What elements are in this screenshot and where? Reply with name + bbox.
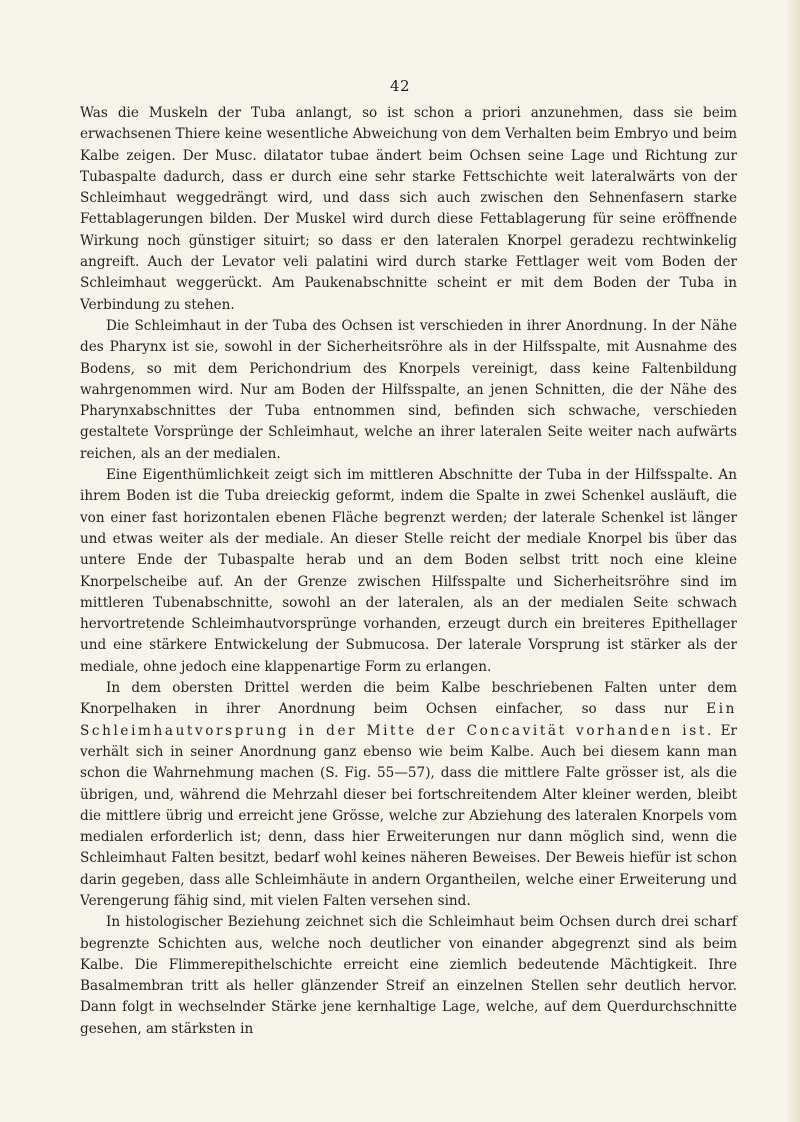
page-number: 42 [389,77,411,95]
paragraph-muscles: Was die Muskeln der Tuba anlangt, so ist schon a priori anzunehmen, dass sie beim erwachsenen Thiere keine wesentliche Abweichung von dem Verhalten beim Embryo und beim Kalbe zeigen. Der Musc. dilatator tubae ändert beim Ochsen seine Lage und Richtung zur Tubaspalte dadurch, dass er durch eine sehr starke Fettschichte weit lateralwärts von der Schleimhaut weggedrängt wird, und dass sich auch zwischen den Sehnenfasern starke Fettablagerungen bilden. Der Muskel wird durch diese Fettablagerung für seine eröffnende Wirkung noch günstiger situirt; so dass er den lateralen Knorpel geradezu rechtwinkelig angreift. Auch der Levator veli palatini wird durch starke Fettlager weit vom Boden der Schleimhaut weggerückt. Am Paukenabschnitte scheint er mit dem Boden der Tuba in Verbindung zu stehen. [80,105,737,313]
paragraph-upper-third-end: Er verhält sich in seiner Anordnung ganz ebenso wie beim Kalbe. Auch bei diesem kann man schon die Wahrnehmung machen (S. Fig. 55—57), dass die mittlere Falte grösser ist, als die übrigen, und, während die Mehrzahl dieser bei fortschreitendem Alter kleiner werden, bleibt die mittlere übrig und erreicht jene Grösse, welche zur Abziehung des lateralen Knorpels vom medialen erforderlich ist; denn, dass hier Erweiterungen nur dann möglich sind, wenn die Schleimhaut Falten besitzt, bedarf wohl keines näheren Beweises. Der Beweis hiefür ist schon darin gegeben, dass alle Schleimhäute in andern Organtheilen, welche einer Erweiterung und Verengerung fähig sind, mit vielen Falten versehen sind. [80,722,737,909]
paragraph-histology: In histologischer Beziehung zeichnet sich die Schleimhaut beim Ochsen durch drei scharf begrenzte Schichten aus, welche noch deutlicher von einander abgegrenzt sind als beim Kalbe. Die Flimmerepithelschichte erreicht eine ziemlich bedeutende Mächtigkeit. Ihre Basalmembran tritt als heller glänzender Streif an einzelnen Stellen sehr deutlich hervor. Dann folgt in wechselnder Stärke jene kernhaltige Lage, welche, auf dem Querdurchschnitte gesehen, am stärksten in [80,914,737,1037]
paragraph-upper-third-start: In dem obersten Drittel werden die beim Kalbe beschriebenen Falten unter dem Knorpelhaken in ihrer Anordnung beim Ochsen einfacher, so dass nur [80,680,737,718]
paragraph-upper-third [80,678,737,912]
emphasized-statement: Ein Schleimhautvorsprung in der Mitte der Concavität vorhanden ist. [80,701,737,739]
page-edge-shadow [786,0,800,1122]
body-text [80,103,737,1040]
paragraph-mucosa-arrangement: Die Schleimhaut in der Tuba des Ochsen ist verschieden in ihrer Anordnung. In der Nähe des Pharynx ist sie, sowohl in der Sicherheitsröhre als in der Hilfsspalte, mit Ausnahme des Bodens, so mit dem Perichondrium des Knorpels vereinigt, dass keine Faltenbildung wahrgenommen wird. Nur am Boden der Hilfsspalte, an jenen Schnitten, die der Nähe des Pharynxabschnittes der Tuba entnommen sind, befinden sich schwache, verschieden gestaltete Vorsprünge der Schleimhaut, welche an ihrer lateralen Seite weiter nach aufwärts reichen, als an der medialen. [80,317,737,462]
paragraph-auxiliary-fissure: Eine Eigenthümlichkeit zeigt sich im mittleren Abschnitte der Tuba in der Hilfsspalte. An ihrem Boden ist die Tuba dreieckig geformt, indem die Spalte in zwei Schenkel ausläuft, die von einer fast horizontalen ebenen Fläche begrenzt werden; der laterale Schenkel ist länger und etwas weiter als der mediale. An dieser Stelle reicht der mediale Knorpel bis über das untere Ende der Tubaspalte herab und an dem Boden selbst tritt noch eine kleine Knorpelscheibe auf. An der Grenze zwischen Hilfsspalte und Sicherheitsröhre sind im mittleren Tubenabschnitte, sowohl an der lateralen, als an der medialen Seite schwach hervortretende Schleimhautvorsprünge vorhanden, erzeugt durch ein breiteres Epithellager und eine stärkere Entwickelung der Submucosa. Der laterale Vorsprung ist stärker als der mediale, ohne jedoch eine klappenartige Form zu erlangen. [80,467,737,675]
